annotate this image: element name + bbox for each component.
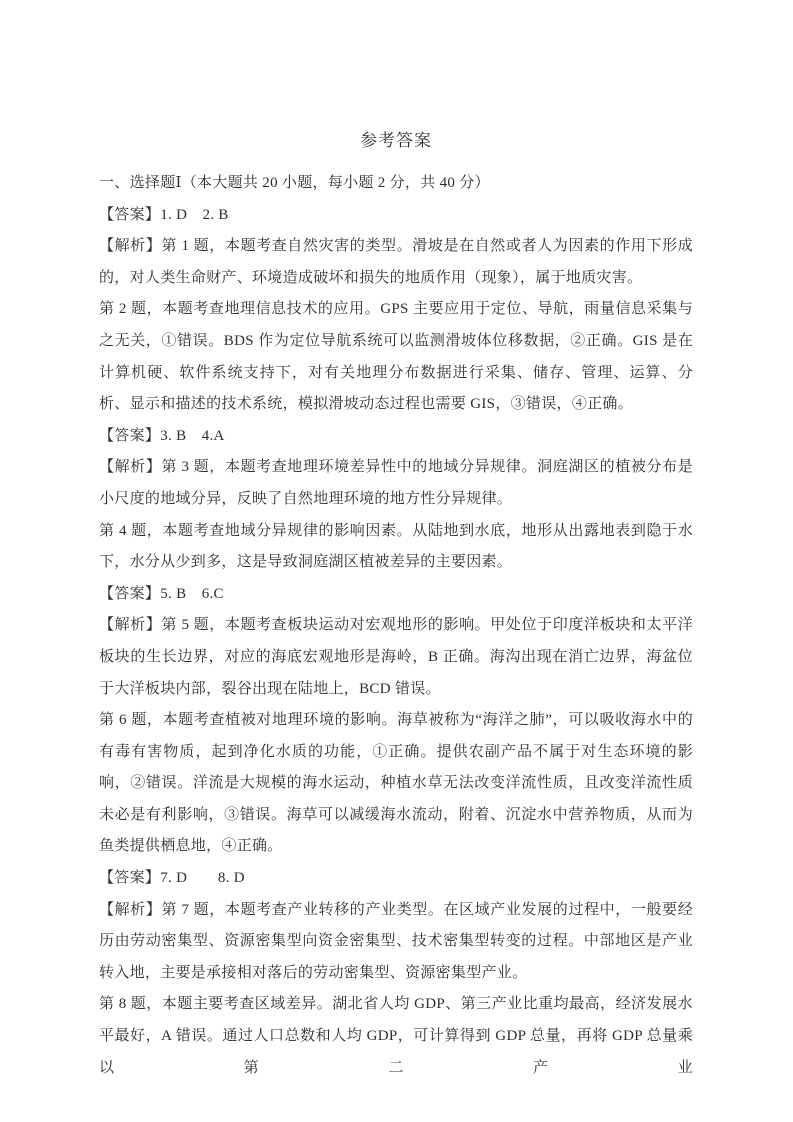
section-heading-multiple-choice: 一、选择题Ⅰ（本大题共 20 小题，每小题 2 分，共 40 分） xyxy=(99,175,490,191)
analysis-q4: 第 4 题，本题考查地域分异规律的影响因素。从陆地到水底，地形从出露地表到隐于水下，水分从少到多，这是导致洞庭湖区植被差异的主要因素。 xyxy=(99,522,693,571)
analysis-q8-truncated: 第 8 题，本题主要考查区域差异。湖北省人均 GDP、第三产业比重均最高，经济发展水平最好，A 错误。通过人口总数和人均 GDP，可计算得到 GDP 总量，再将 GDP 总量乘以第二产业 xyxy=(99,996,693,1076)
answer-line-q5-q6: 【答案】5. B 6.C xyxy=(99,585,224,602)
analysis-q7: 【解析】第 7 题，本题考查产业转移的产业类型。在区域产业发展的过程中，一般要经历由劳动密集型、资源密集型向资金密集型、技术密集型转变的过程。中部地区是产业转入地，主要是承接相对落后的劳动密集型、资源密集型产业。 xyxy=(99,901,693,981)
analysis-q2: 第 2 题，本题考查地理信息技术的应用。GPS 主要应用于定位、导航，雨量信息采集与之无关，①错误。BDS 作为定位导航系统可以监测滑坡体位移数据，②正确。GIS 是在计算机硬、软件系统支持下，对有关地理分布数据进行采集、储存、管理、运算、分析、显示和描述的技术系统，模拟滑坡动态过程也需要 GIS，③错误，④正确。 xyxy=(99,301,693,413)
document-title: 参考答案 xyxy=(360,131,432,150)
analysis-q3: 【解析】第 3 题，本题考查地理环境差异性中的地域分异规律。洞庭湖区的植被分布是小尺度的地域分异，反映了自然地理环境的地方性分异规律。 xyxy=(99,459,693,507)
analysis-q1: 【解析】第 1 题，本题考查自然灾害的类型。滑坡是在自然或者人为因素的作用下形成的，对人类生命财产、环境造成破坏和损失的地质作用（现象），属于地质灾害。 xyxy=(99,238,693,286)
answer-line-q1-q2: 【答案】1. D 2. B xyxy=(99,206,229,223)
analysis-q6: 第 6 题，本题考查植被对地理环境的影响。海草被称为“海洋之肺”，可以吸收海水中的有毒有害物质，起到净化水质的功能，①正确。提供农副产品不属于对生态环境的影响，②错误。洋流是大规模的海水运动，种植水草无法改变洋流性质，且改变洋流性质未必是有利影响，③错误。海草可以减缓海水流动，附着、沉淀水中营养物质，从而为鱼类提供栖息地，④正确。 xyxy=(99,712,693,855)
answer-line-q3-q4: 【答案】3. B 4.A xyxy=(99,427,225,444)
analysis-q5: 【解析】第 5 题，本题考查板块运动对宏观地形的影响。甲处位于印度洋板块和太平洋板块的生长边界，对应的海底宏观地形是海岭，B 正确。海沟出现在消亡边界，海盆位于大洋板块内部，裂谷出现在陆地上，BCD 错误。 xyxy=(99,617,693,697)
answer-line-q7-q8: 【答案】7. D 8. D xyxy=(99,870,245,887)
